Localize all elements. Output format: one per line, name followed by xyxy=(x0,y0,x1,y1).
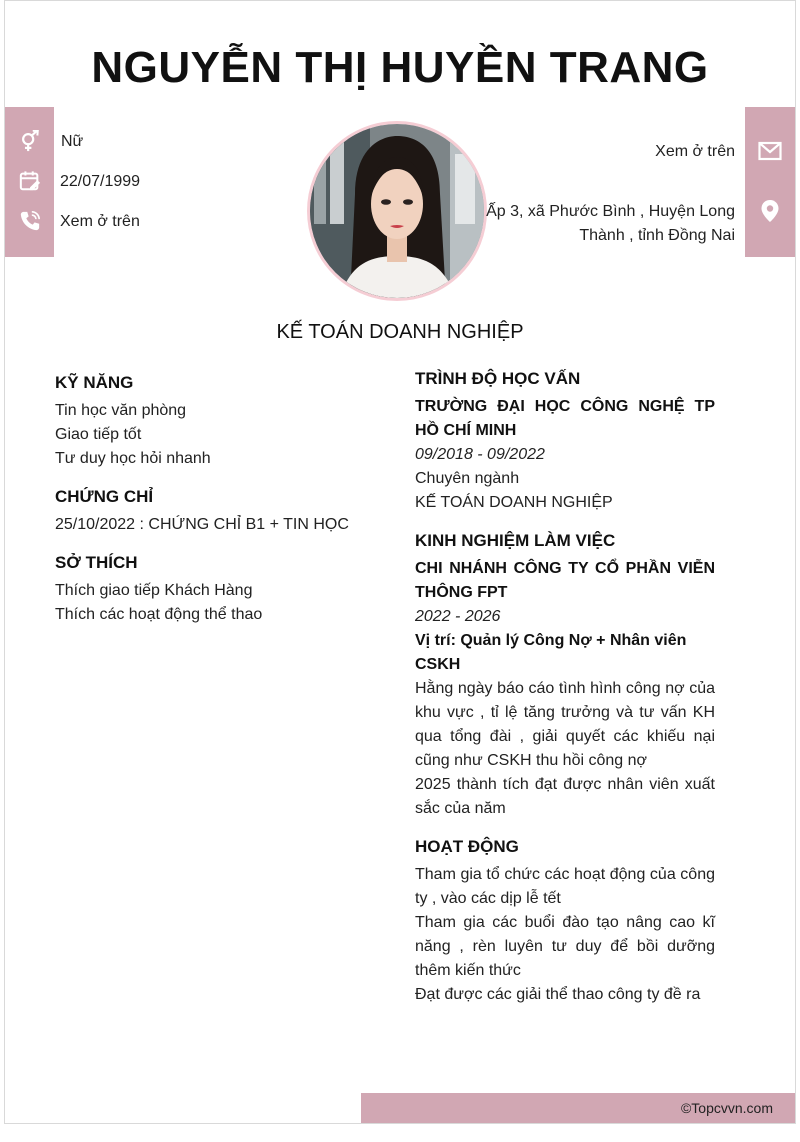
left-column xyxy=(55,371,375,641)
job-title: KẾ TOÁN DOANH NGHIỆP xyxy=(276,321,524,343)
education-period: 09/2018 - 09/2022 xyxy=(415,446,545,463)
major-value: KẾ TOÁN DOANH NGHIỆP xyxy=(415,494,613,511)
major-label: Chuyên ngành xyxy=(415,470,520,487)
footer-credit: ©Topcvvn.com xyxy=(680,1100,773,1116)
skill-item: Giao tiếp tốt xyxy=(55,426,142,443)
cv-page xyxy=(4,0,796,1124)
company-name: CHI NHÁNH CÔNG TY CỔ PHẦN VIỄN THÔNG FPT xyxy=(415,560,715,601)
experience-achievement: 2025 thành tích đạt được nhân viên xuất sắc của năm xyxy=(415,776,715,817)
activities-title: HOẠT ĐỘNG xyxy=(415,837,519,856)
candidate-name: NGUYỄN THỊ HUYỀN TRANG xyxy=(91,43,709,92)
footer-bar xyxy=(361,1093,795,1123)
activity-item: Tham gia các buổi đào tạo nâng cao kĩ năng , rèn luyên tư duy để bồi dưỡng thêm kiến thức xyxy=(415,914,715,979)
education-title: TRÌNH ĐỘ HỌC VẤN xyxy=(415,369,581,388)
activity-item: Tham gia tổ chức các hoạt động của công ty , vào các dịp lễ tết xyxy=(415,866,715,907)
address-text xyxy=(435,200,735,248)
skill-item: Tư duy học hỏi nhanh xyxy=(55,450,211,467)
hobbies-title: SỞ THÍCH xyxy=(55,553,138,572)
phone-text: Xem ở trên xyxy=(60,213,140,230)
address-line-1: Ấp 3, xã Phước Bình , Huyện Long xyxy=(486,203,735,220)
skill-item: Tin học văn phòng xyxy=(55,402,187,419)
hobby-item: Thích các hoạt động thể thao xyxy=(55,606,263,623)
address-line-2: Thành , tỉnh Đồng Nai xyxy=(579,227,735,244)
location-icon xyxy=(745,197,795,225)
experience-period: 2022 - 2026 xyxy=(415,608,501,625)
position: Vị trí: Quản lý Công Nợ + Nhân viên CSKH xyxy=(415,632,687,673)
certificates-title: CHỨNG CHỈ xyxy=(55,487,154,506)
skills-title: KỸ NĂNG xyxy=(55,373,134,392)
certificate-item: 25/10/2022 : CHỨNG CHỈ B1 + TIN HỌC xyxy=(55,516,349,533)
experience-section xyxy=(415,529,715,821)
phone-icon xyxy=(5,207,54,235)
mail-icon xyxy=(745,137,795,165)
experience-description: Hằng ngày báo cáo tình hình công nợ của khu vực , tỉ lệ tăng trưởng và tư vấn KH qua tổng đài , giải quyết các khiếu nại cũng như CSKH thu hồi công nợ xyxy=(415,680,715,769)
activity-item: Đạt được các giải thể thao công ty đề ra xyxy=(415,986,701,1003)
activities-section xyxy=(415,835,715,1007)
right-column xyxy=(415,367,715,1021)
calendar-icon xyxy=(5,167,54,195)
hobbies-section xyxy=(55,551,375,627)
left-icon-bar xyxy=(5,107,54,257)
certificates-section xyxy=(55,485,375,537)
hobby-item: Thích giao tiếp Khách Hàng xyxy=(55,582,253,599)
skills-section xyxy=(55,371,375,471)
experience-title: KINH NGHIỆM LÀM VIỆC xyxy=(415,531,616,550)
right-icon-bar xyxy=(745,107,795,257)
gender-text: Nữ xyxy=(61,133,84,150)
education-section xyxy=(415,367,715,515)
birthday-text: 22/07/1999 xyxy=(60,173,141,190)
email-text: Xem ở trên xyxy=(655,143,735,160)
school-name: TRƯỜNG ĐẠI HỌC CÔNG NGHỆ TP HỒ CHÍ MINH xyxy=(415,398,715,439)
gender-icon xyxy=(5,127,54,155)
